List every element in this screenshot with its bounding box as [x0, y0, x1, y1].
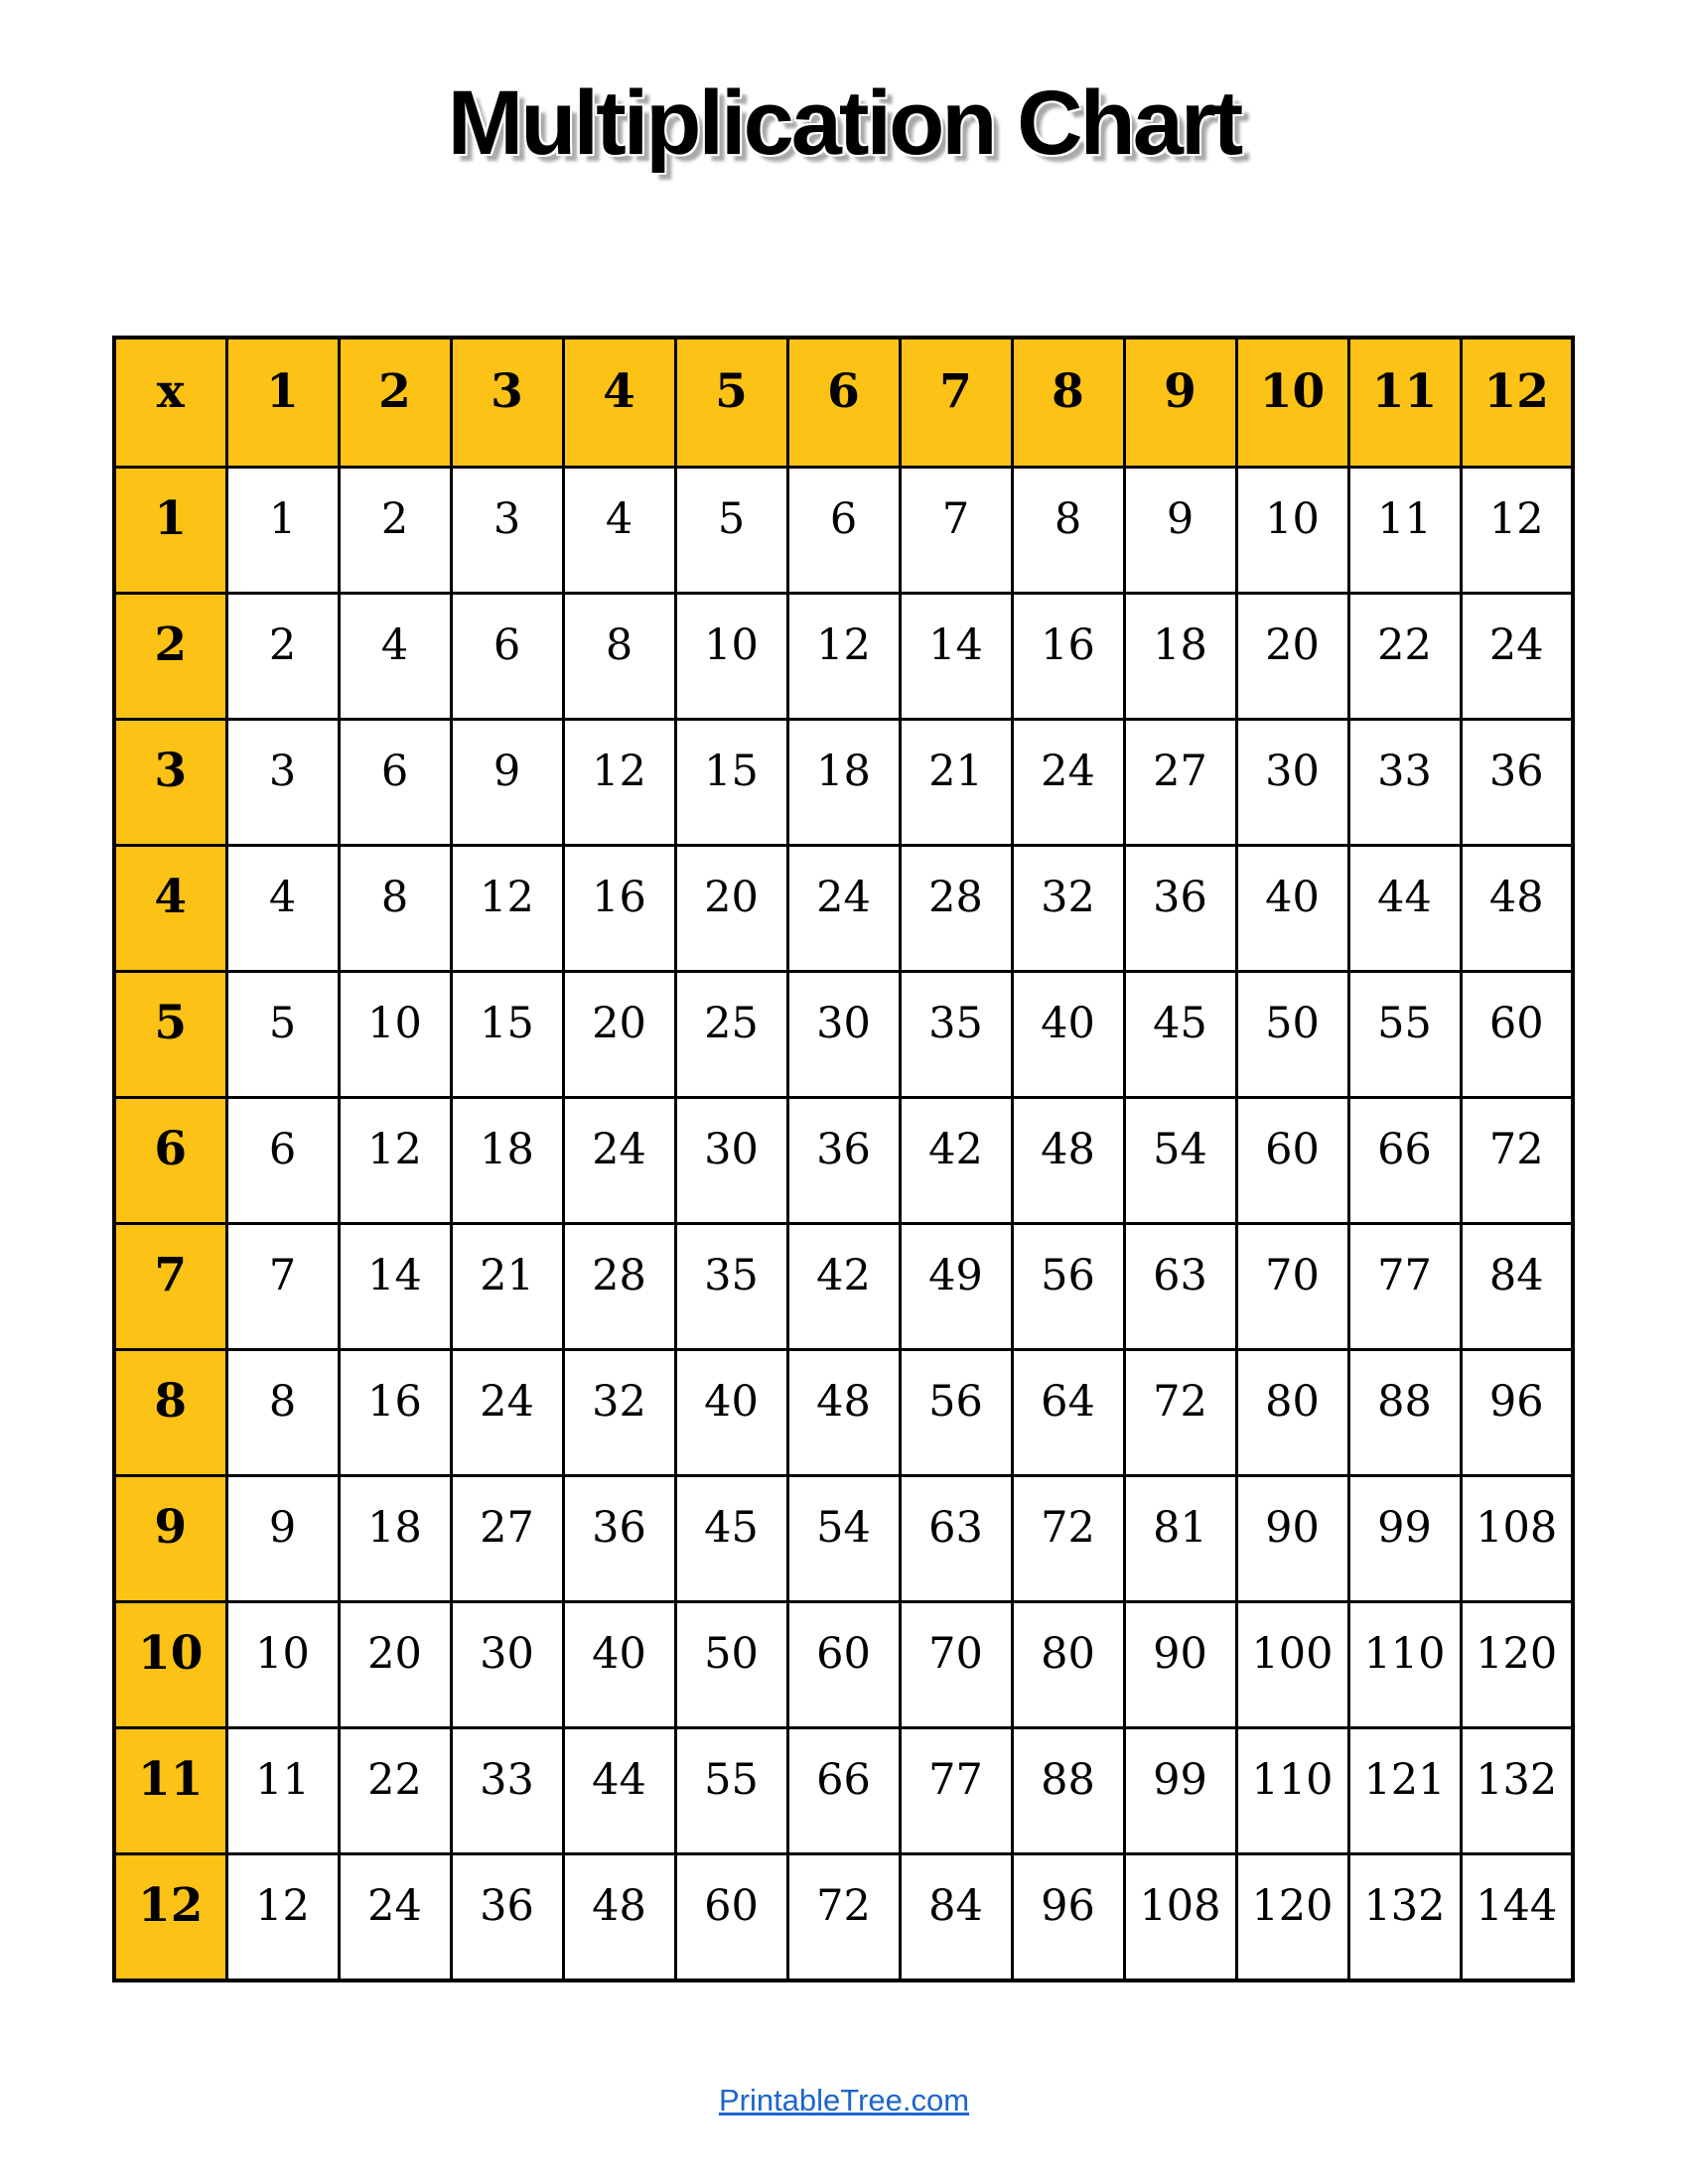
- product-cell: 14: [339, 1223, 451, 1349]
- row-header-cell: 4: [114, 845, 226, 971]
- product-cell: 10: [339, 971, 451, 1097]
- table-row: [114, 593, 1573, 719]
- product-cell: 36: [787, 1097, 900, 1223]
- column-header-cell: 7: [900, 338, 1012, 467]
- product-cell: 55: [1348, 971, 1461, 1097]
- corner-cell: x: [114, 338, 226, 467]
- product-cell: 12: [339, 1097, 451, 1223]
- row-header-cell: 9: [114, 1475, 226, 1601]
- product-cell: 8: [563, 593, 675, 719]
- product-cell: 12: [451, 845, 563, 971]
- product-cell: 121: [1348, 1727, 1461, 1853]
- product-cell: 8: [1012, 467, 1124, 593]
- product-cell: 27: [1124, 719, 1236, 845]
- product-cell: 18: [787, 719, 900, 845]
- product-cell: 54: [787, 1475, 900, 1601]
- product-cell: 35: [675, 1223, 787, 1349]
- product-cell: 28: [563, 1223, 675, 1349]
- product-cell: 12: [1461, 467, 1573, 593]
- product-cell: 44: [1348, 845, 1461, 971]
- product-cell: 48: [1012, 1097, 1124, 1223]
- product-cell: 28: [900, 845, 1012, 971]
- product-cell: 70: [1236, 1223, 1348, 1349]
- row-header-cell: 10: [114, 1601, 226, 1727]
- product-cell: 20: [339, 1601, 451, 1727]
- product-cell: 36: [1461, 719, 1573, 845]
- product-cell: 70: [900, 1601, 1012, 1727]
- product-cell: 33: [1348, 719, 1461, 845]
- product-cell: 132: [1461, 1727, 1573, 1853]
- product-cell: 9: [1124, 467, 1236, 593]
- product-cell: 6: [787, 467, 900, 593]
- column-header-cell: 5: [675, 338, 787, 467]
- product-cell: 18: [451, 1097, 563, 1223]
- product-cell: 100: [1236, 1601, 1348, 1727]
- product-cell: 24: [339, 1853, 451, 1980]
- product-cell: 30: [451, 1601, 563, 1727]
- product-cell: 120: [1236, 1853, 1348, 1980]
- column-header-cell: 10: [1236, 338, 1348, 467]
- product-cell: 11: [1348, 467, 1461, 593]
- product-cell: 20: [1236, 593, 1348, 719]
- product-cell: 18: [1124, 593, 1236, 719]
- product-cell: 72: [1012, 1475, 1124, 1601]
- table-row: [114, 1097, 1573, 1223]
- product-cell: 64: [1012, 1349, 1124, 1475]
- footer-link[interactable]: PrintableTree.com: [718, 2083, 970, 2117]
- product-cell: 3: [226, 719, 339, 845]
- product-cell: 4: [339, 593, 451, 719]
- product-cell: 88: [1012, 1727, 1124, 1853]
- product-cell: 50: [1236, 971, 1348, 1097]
- product-cell: 66: [787, 1727, 900, 1853]
- product-cell: 7: [226, 1223, 339, 1349]
- table-row: [114, 467, 1573, 593]
- column-header-cell: 12: [1461, 338, 1573, 467]
- product-cell: 48: [787, 1349, 900, 1475]
- table-header-row: [114, 338, 1573, 467]
- row-header-cell: 7: [114, 1223, 226, 1349]
- page-title: Multiplication Chart: [447, 72, 1241, 174]
- product-cell: 45: [1124, 971, 1236, 1097]
- table-row: [114, 1349, 1573, 1475]
- column-header-cell: 9: [1124, 338, 1236, 467]
- product-cell: 49: [900, 1223, 1012, 1349]
- column-header-cell: 1: [226, 338, 339, 467]
- footer: [0, 2083, 1688, 2118]
- product-cell: 40: [1236, 845, 1348, 971]
- product-cell: 80: [1236, 1349, 1348, 1475]
- product-cell: 9: [451, 719, 563, 845]
- product-cell: 72: [1461, 1097, 1573, 1223]
- product-cell: 42: [787, 1223, 900, 1349]
- product-cell: 10: [1236, 467, 1348, 593]
- product-cell: 96: [1461, 1349, 1573, 1475]
- product-cell: 32: [563, 1349, 675, 1475]
- table-row: [114, 1475, 1573, 1601]
- column-header-cell: 2: [339, 338, 451, 467]
- row-header-cell: 11: [114, 1727, 226, 1853]
- product-cell: 30: [787, 971, 900, 1097]
- row-header-cell: 6: [114, 1097, 226, 1223]
- product-cell: 25: [675, 971, 787, 1097]
- product-cell: 45: [675, 1475, 787, 1601]
- product-cell: 120: [1461, 1601, 1573, 1727]
- product-cell: 14: [900, 593, 1012, 719]
- product-cell: 27: [451, 1475, 563, 1601]
- product-cell: 63: [1124, 1223, 1236, 1349]
- product-cell: 40: [675, 1349, 787, 1475]
- product-cell: 40: [563, 1601, 675, 1727]
- product-cell: 16: [1012, 593, 1124, 719]
- product-cell: 18: [339, 1475, 451, 1601]
- product-cell: 48: [563, 1853, 675, 1980]
- table-row: [114, 1727, 1573, 1853]
- product-cell: 66: [1348, 1097, 1461, 1223]
- product-cell: 50: [675, 1601, 787, 1727]
- product-cell: 8: [339, 845, 451, 971]
- table-row: [114, 1853, 1573, 1980]
- product-cell: 96: [1012, 1853, 1124, 1980]
- row-header-cell: 2: [114, 593, 226, 719]
- product-cell: 20: [675, 845, 787, 971]
- product-cell: 12: [787, 593, 900, 719]
- product-cell: 4: [563, 467, 675, 593]
- product-cell: 16: [339, 1349, 451, 1475]
- product-cell: 5: [675, 467, 787, 593]
- product-cell: 77: [900, 1727, 1012, 1853]
- table-row: [114, 719, 1573, 845]
- table-row: [114, 971, 1573, 1097]
- product-cell: 108: [1461, 1475, 1573, 1601]
- product-cell: 56: [1012, 1223, 1124, 1349]
- column-header-cell: 6: [787, 338, 900, 467]
- product-cell: 84: [900, 1853, 1012, 1980]
- product-cell: 6: [226, 1097, 339, 1223]
- product-cell: 60: [675, 1853, 787, 1980]
- product-cell: 22: [1348, 593, 1461, 719]
- product-cell: 54: [1124, 1097, 1236, 1223]
- product-cell: 110: [1348, 1601, 1461, 1727]
- multiplication-table-body: [114, 338, 1573, 1980]
- product-cell: 99: [1124, 1727, 1236, 1853]
- product-cell: 22: [339, 1727, 451, 1853]
- column-header-cell: 8: [1012, 338, 1124, 467]
- product-cell: 60: [1461, 971, 1573, 1097]
- product-cell: 30: [1236, 719, 1348, 845]
- product-cell: 33: [451, 1727, 563, 1853]
- product-cell: 7: [900, 467, 1012, 593]
- product-cell: 63: [900, 1475, 1012, 1601]
- product-cell: 36: [1124, 845, 1236, 971]
- row-header-cell: 8: [114, 1349, 226, 1475]
- product-cell: 6: [339, 719, 451, 845]
- product-cell: 16: [563, 845, 675, 971]
- product-cell: 56: [900, 1349, 1012, 1475]
- product-cell: 108: [1124, 1853, 1236, 1980]
- product-cell: 21: [451, 1223, 563, 1349]
- product-cell: 20: [563, 971, 675, 1097]
- product-cell: 60: [787, 1601, 900, 1727]
- product-cell: 12: [563, 719, 675, 845]
- product-cell: 40: [1012, 971, 1124, 1097]
- product-cell: 90: [1124, 1601, 1236, 1727]
- multiplication-table: [112, 336, 1575, 1982]
- product-cell: 42: [900, 1097, 1012, 1223]
- product-cell: 4: [226, 845, 339, 971]
- row-header-cell: 5: [114, 971, 226, 1097]
- product-cell: 24: [1012, 719, 1124, 845]
- product-cell: 6: [451, 593, 563, 719]
- product-cell: 88: [1348, 1349, 1461, 1475]
- product-cell: 60: [1236, 1097, 1348, 1223]
- product-cell: 144: [1461, 1853, 1573, 1980]
- product-cell: 5: [226, 971, 339, 1097]
- product-cell: 77: [1348, 1223, 1461, 1349]
- product-cell: 84: [1461, 1223, 1573, 1349]
- column-header-cell: 11: [1348, 338, 1461, 467]
- column-header-cell: 4: [563, 338, 675, 467]
- product-cell: 9: [226, 1475, 339, 1601]
- product-cell: 10: [675, 593, 787, 719]
- product-cell: 24: [451, 1349, 563, 1475]
- product-cell: 72: [1124, 1349, 1236, 1475]
- product-cell: 90: [1236, 1475, 1348, 1601]
- product-cell: 48: [1461, 845, 1573, 971]
- table-row: [114, 845, 1573, 971]
- product-cell: 30: [675, 1097, 787, 1223]
- product-cell: 44: [563, 1727, 675, 1853]
- product-cell: 35: [900, 971, 1012, 1097]
- row-header-cell: 12: [114, 1853, 226, 1980]
- product-cell: 10: [226, 1601, 339, 1727]
- product-cell: 2: [226, 593, 339, 719]
- product-cell: 24: [563, 1097, 675, 1223]
- product-cell: 1: [226, 467, 339, 593]
- product-cell: 24: [1461, 593, 1573, 719]
- product-cell: 36: [563, 1475, 675, 1601]
- table-row: [114, 1223, 1573, 1349]
- row-header-cell: 3: [114, 719, 226, 845]
- product-cell: 12: [226, 1853, 339, 1980]
- product-cell: 132: [1348, 1853, 1461, 1980]
- product-cell: 3: [451, 467, 563, 593]
- product-cell: 8: [226, 1349, 339, 1475]
- product-cell: 80: [1012, 1601, 1124, 1727]
- product-cell: 72: [787, 1853, 900, 1980]
- product-cell: 2: [339, 467, 451, 593]
- column-header-cell: 3: [451, 338, 563, 467]
- product-cell: 36: [451, 1853, 563, 1980]
- product-cell: 110: [1236, 1727, 1348, 1853]
- table-row: [114, 1601, 1573, 1727]
- product-cell: 24: [787, 845, 900, 971]
- product-cell: 11: [226, 1727, 339, 1853]
- product-cell: 99: [1348, 1475, 1461, 1601]
- product-cell: 15: [675, 719, 787, 845]
- product-cell: 81: [1124, 1475, 1236, 1601]
- product-cell: 21: [900, 719, 1012, 845]
- product-cell: 32: [1012, 845, 1124, 971]
- product-cell: 55: [675, 1727, 787, 1853]
- product-cell: 15: [451, 971, 563, 1097]
- row-header-cell: 1: [114, 467, 226, 593]
